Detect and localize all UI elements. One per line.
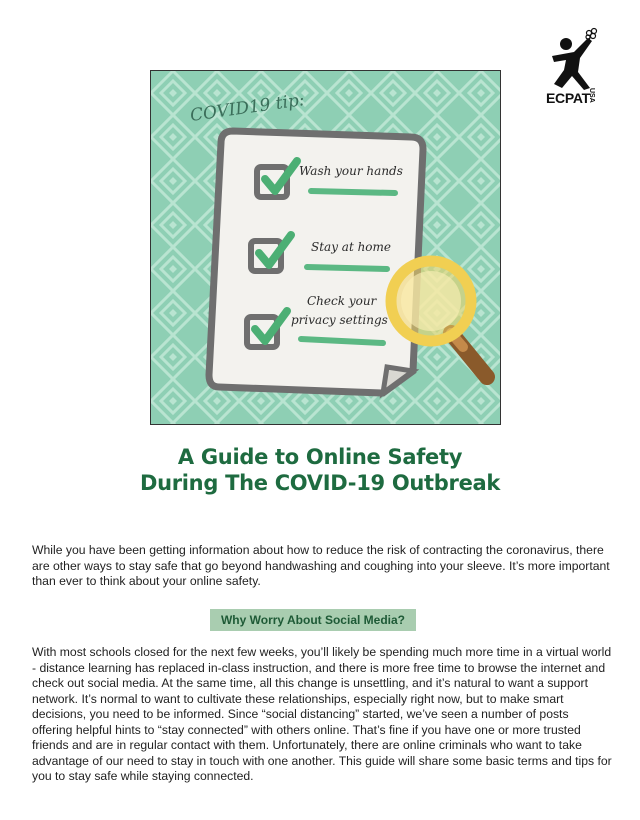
hero-illustration xyxy=(150,70,501,425)
checklist-item-1: Wash your hands xyxy=(299,164,403,178)
hero-heading: COVID19 tip: xyxy=(188,90,306,126)
checklist-item-3-line1: Check your xyxy=(307,294,377,308)
checklist-item-3-line2: privacy settings xyxy=(291,313,388,327)
page-title xyxy=(0,444,640,496)
section-heading: Why Worry About Social Media? xyxy=(210,609,416,631)
logo-text: ECPAT xyxy=(546,90,590,106)
logo-suffix: USA xyxy=(588,88,595,103)
hero-graphic xyxy=(151,71,501,425)
title-line-2: During The COVID-19 Outbreak xyxy=(139,471,501,495)
section-body: With most schools closed for the next few weeks, you’ll likely be spending much more time in a virtual world - distance learning has replaced in-class instruction, and there is more free time to browse the internet and check out social media. At the same time, all this change is unsettling, and it’s natural to want a support network. It’s normal to want to cultivate these relationships, especially right now, but to make smart decisions, you need to be informed. Since “social distancing” started, we’ve seen a number of posts offering helpful hints to “stay connected” with others online. That’s fine if you have one or more trusted friends and are in regular contact with them. Unfortunately, there are online criminals who want to take advantage of our need to stay in touch with one another. This guide will share some basic terms and tips for you to stay safe while staying connected. xyxy=(32,645,612,783)
intro-paragraph: While you have been getting information about how to reduce the risk of contracting the coronavirus, there are other ways to stay safe that go beyond handwashing and coughing into your sleeve. It’s more important than ever to think about your online safety. xyxy=(32,543,610,588)
checklist-item-2: Stay at home xyxy=(311,240,392,254)
title-line-1: A Guide to Online Safety xyxy=(177,445,463,469)
